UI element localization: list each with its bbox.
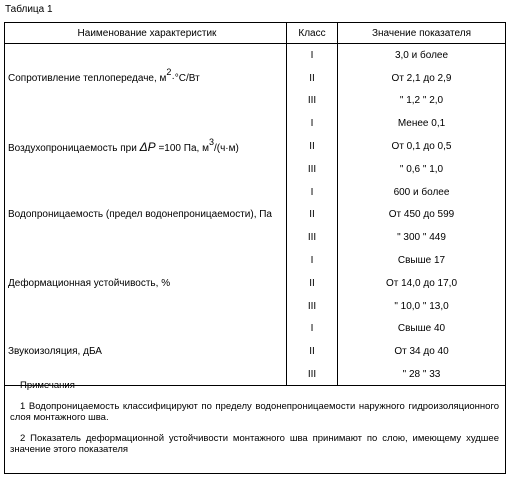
class-cell: II (287, 135, 338, 158)
table-caption: Таблица 1 (5, 4, 53, 15)
notes-title: Примечания (20, 380, 75, 391)
value-cell: Менее 0,1 (338, 112, 506, 135)
value-cell: " 300 " 449 (338, 226, 506, 249)
value-cell: 3,0 и более (338, 44, 506, 67)
value-cell: Свыше 40 (338, 318, 506, 341)
class-cell: I (287, 112, 338, 135)
header-class: Класс (287, 23, 338, 44)
class-cell: I (287, 249, 338, 272)
table-header-row (5, 23, 506, 44)
class-cell: III (287, 295, 338, 318)
note-1: 1 Водопроницаемость классифицируют по пределу водонепроницаемости наружного гидроизоляционного слоя монтажного шва. (10, 400, 499, 423)
value-cell: От 450 до 599 (338, 204, 506, 227)
value-cell: От 34 до 40 (338, 340, 506, 363)
value-cell: " 1,2 " 2,0 (338, 90, 506, 113)
value-cell: " 0,6 " 1,0 (338, 158, 506, 181)
table-row (5, 181, 506, 204)
class-cell: II (287, 67, 338, 90)
characteristic-name: Воздухопроницаемость при ΔP =100 Па, $м^3/(ч\cdot м)$ (5, 112, 287, 180)
value-cell: От 14,0 до 17,0 (338, 272, 506, 295)
class-cell: I (287, 44, 338, 67)
class-cell: III (287, 158, 338, 181)
characteristic-name: Сопротивление теплопередаче, $м^2\cdot^\circ C/Вт$ (5, 44, 287, 113)
characteristic-name: Деформационная устойчивость, % (5, 249, 287, 317)
value-cell: " 28 " 33 (338, 363, 506, 386)
value-cell: 600 и более (338, 181, 506, 204)
class-cell: II (287, 204, 338, 227)
characteristic-name: Звукоизоляция, дБА (5, 318, 287, 386)
value-cell: " 10,0 " 13,0 (338, 295, 506, 318)
class-cell: III (287, 363, 338, 386)
note-2: 2 Показатель деформационной устойчивости монтажного шва принимают по слою, имеющему худшее значение этого показателя (10, 432, 499, 455)
delta-p-symbol: ΔP (139, 139, 156, 154)
class-cell: I (287, 318, 338, 341)
class-cell: III (287, 226, 338, 249)
characteristic-name: Водопроницаемость (предел водонепроницаемости), Па (5, 181, 287, 249)
class-cell: II (287, 340, 338, 363)
table-row (5, 318, 506, 341)
value-cell: Свыше 17 (338, 249, 506, 272)
value-cell: От 2,1 до 2,9 (338, 67, 506, 90)
characteristics-table (4, 22, 506, 386)
notes-section (4, 377, 506, 474)
table-row (5, 112, 506, 135)
class-cell: II (287, 272, 338, 295)
header-name: Наименование характеристик (5, 23, 287, 44)
value-cell: От 0,1 до 0,5 (338, 135, 506, 158)
class-cell: I (287, 181, 338, 204)
class-cell: III (287, 90, 338, 113)
header-value: Значение показателя (338, 23, 506, 44)
table-row (5, 249, 506, 272)
table-row (5, 44, 506, 67)
